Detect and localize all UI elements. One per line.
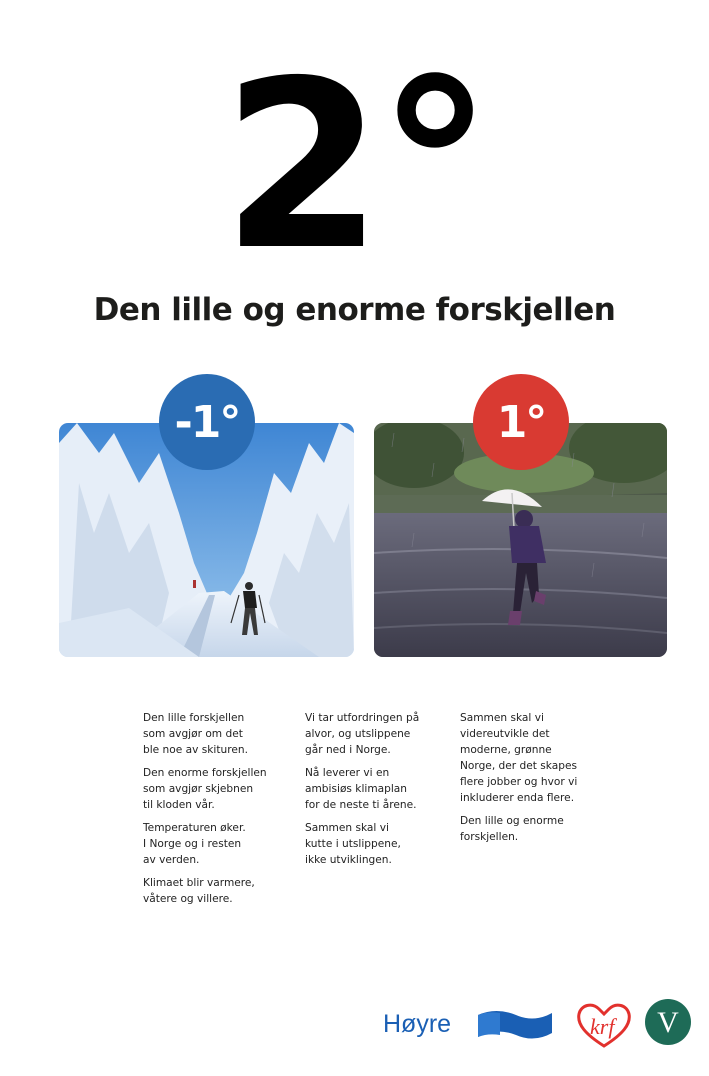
- paragraph: Sammen skal vi kutte i utslippene, ikke utviklingen.: [305, 822, 401, 866]
- krf-heart-logo: [575, 1000, 633, 1050]
- one-degree-badge: 1°: [473, 374, 569, 470]
- krf-logo-text: krf: [590, 1014, 615, 1039]
- hoyre-logo-text: Høyre: [383, 1010, 452, 1038]
- big-temperature-number: 2°: [221, 31, 488, 301]
- text-column-1: [143, 710, 293, 914]
- text-column-2: [305, 710, 455, 875]
- venstre-logo: [644, 998, 692, 1046]
- hoyre-flag-icon: [476, 1005, 554, 1045]
- paragraph: Den lille og enorme forskjellen.: [460, 815, 564, 843]
- minus-one-degree-badge: -1°: [159, 374, 255, 470]
- page-headline: Den lille og enorme forskjellen: [93, 292, 616, 328]
- venstre-logo-text: V: [657, 1006, 679, 1039]
- paragraph: Vi tar utfordringen på alvor, og utslippene går ned i Norge.: [305, 712, 420, 756]
- paragraph: Nå leverer vi en ambisiøs klimaplan for de neste ti årene.: [305, 767, 417, 811]
- paragraph: Den lille forskjellen som avgjør om det ble noe av skituren.: [143, 712, 248, 756]
- paragraph: Sammen skal vi videreutvikle det moderne, grønne Norge, der det skapes flere jobber og hvor vi inkluderer enda flere.: [460, 712, 578, 804]
- text-column-3: [460, 710, 610, 852]
- paragraph: Den enorme forskjellen som avgjør skjebnen til kloden vår.: [143, 767, 267, 811]
- paragraph: Klimaet blir varmere, våtere og villere.: [143, 877, 255, 905]
- paragraph: Temperaturen øker. I Norge og i resten av verden.: [143, 822, 246, 866]
